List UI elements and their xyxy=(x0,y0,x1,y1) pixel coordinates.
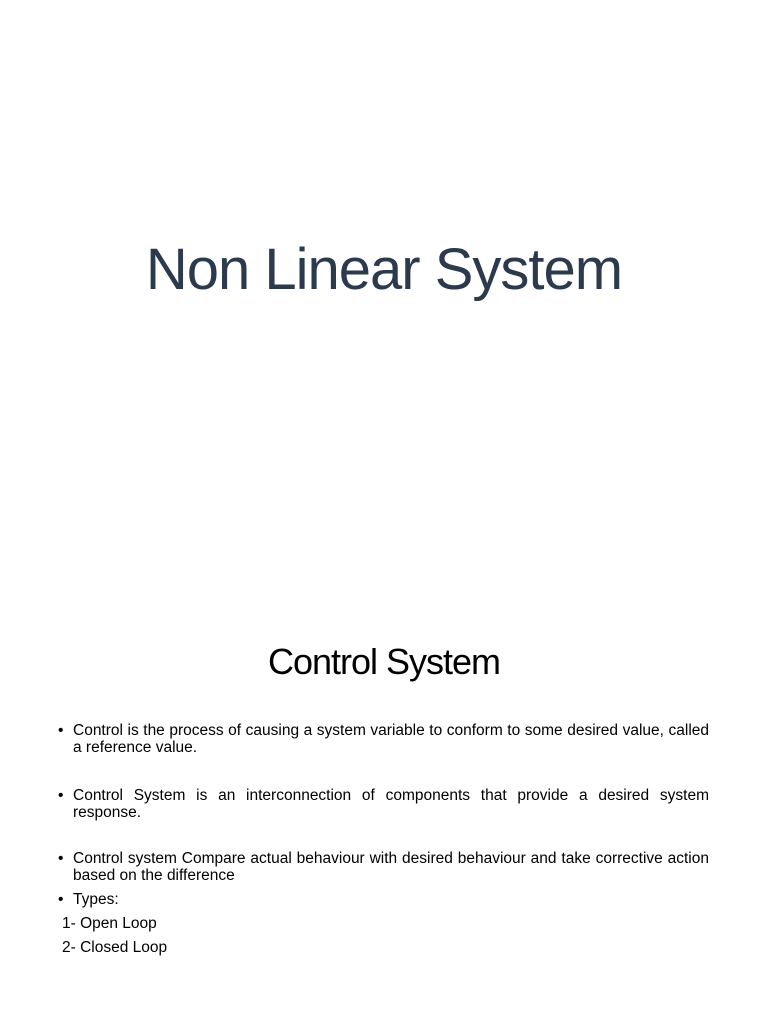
bullet-text: Control System is an interconnection of components that provide a desired system response. xyxy=(73,787,709,821)
type-item-open-loop: 1- Open Loop xyxy=(62,915,157,932)
bullet-item xyxy=(58,787,709,821)
bullet-item xyxy=(58,850,709,884)
bullet-marker: • xyxy=(58,787,64,804)
bullet-item xyxy=(58,722,709,756)
bullet-text: Control is the process of causing a system variable to conform to some desired value, called a reference value. xyxy=(73,722,709,756)
bullet-text: Types: xyxy=(73,891,119,908)
type-item-closed-loop: 2- Closed Loop xyxy=(62,939,168,956)
bullet-text: Control system Compare actual behaviour with desired behaviour and take corrective action based on the difference xyxy=(73,850,709,884)
bullet-marker: • xyxy=(58,891,64,908)
content-slide xyxy=(0,576,768,1024)
bullet-list xyxy=(58,722,709,956)
bullet-item xyxy=(58,891,709,908)
section-title: Control System xyxy=(267,641,501,682)
bullet-marker: • xyxy=(58,850,64,867)
bullet-marker: • xyxy=(58,722,64,739)
main-title: Non Linear System xyxy=(145,237,623,302)
